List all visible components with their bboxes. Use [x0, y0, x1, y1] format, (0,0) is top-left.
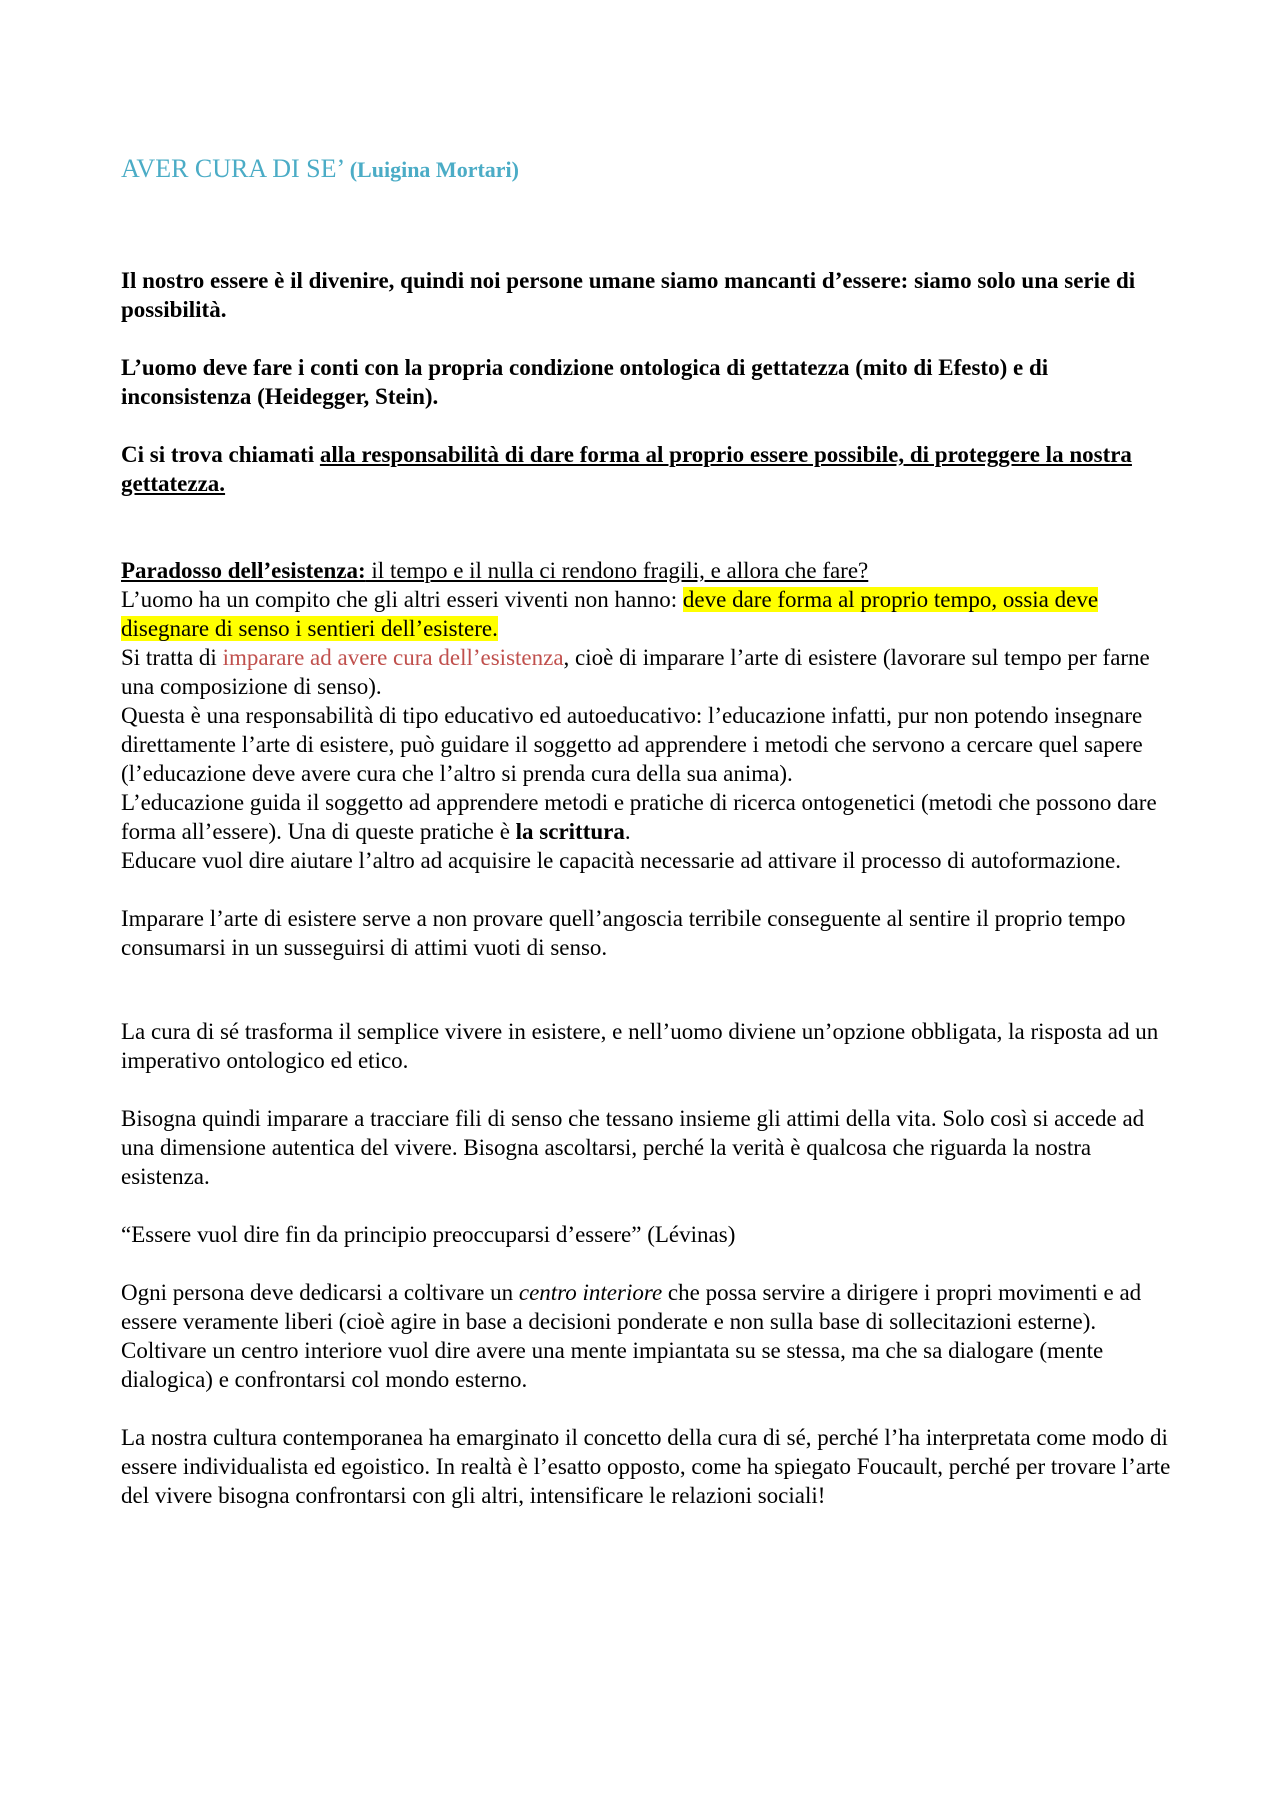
centro-start: Ogni persona deve dedicarsi a coltivare un	[121, 1280, 519, 1305]
cultura-paragraph: La nostra cultura contemporanea ha emarginato il concetto della cura di sé, perché l’ha interpretata come modo di essere individualista ed egoistico. In realtà è l’esatto opposto, come ha spiegato Foucault, perché per trovare l’arte del vivere bisogna confrontarsi con gli altri, intensificare le relazioni sociali!	[121, 1425, 1171, 1508]
paradosso-highlight: deve dare forma al proprio tempo, ossia deve disegnare di senso i sentieri dell’esistere.	[121, 587, 1099, 641]
paradosso-line3-end: , cioè di imparare l’arte di esistere (lavorare sul tempo per farne una composizione di senso).	[121, 645, 1150, 699]
intro-paragraph-3	[121, 440, 1171, 498]
paradosso-line-1	[121, 556, 1171, 585]
fili-paragraph: Bisogna quindi imparare a tracciare fili di senso che tessano insieme gli attimi della vita. Solo così si accede ad una dimensione autentica del vivere. Bisogna ascoltarsi, perché la verità è qualcosa che riguarda la nostra esistenza.	[121, 1106, 1145, 1189]
paradosso-line-2	[121, 585, 1171, 643]
centro-italic: centro interiore	[518, 1280, 663, 1305]
arte-paragraph: Imparare l’arte di esistere serve a non provare quell’angoscia terribile conseguente al sentire il proprio tempo consumarsi in un susseguirsi di attimi vuoti di senso.	[121, 906, 1126, 960]
paradosso-line2-start: L’uomo ha un compito che gli altri esseri viventi non hanno:	[121, 587, 683, 612]
intro-paragraph-1: Il nostro essere è il divenire, quindi noi persone umane siamo mancanti d’essere: siamo solo una serie di possibilità.	[121, 268, 1136, 322]
paradosso-line-4: Questa è una responsabilità di tipo educativo ed autoeducativo: l’educazione infatti, pur non potendo insegnare direttamente l’arte di esistere, può guidare il soggetto ad apprendere i metodi che servono a cercare quel sapere (l’educazione deve avere cura che l’altro si prenda cura della sua anima).	[121, 703, 1143, 786]
intro-p3-underlined: alla responsabilità di dare forma al proprio essere possibile, di proteggere la nostra gettatezza.	[121, 442, 1132, 496]
document-body	[121, 152, 1171, 1510]
centro-paragraph-2: Coltivare un centro interiore vuol dire avere una mente impiantata su se stessa, ma che sa dialogare (mente dialogica) e confrontarsi col mondo esterno.	[121, 1338, 1104, 1392]
paradosso-line3-start: Si tratta di	[121, 645, 223, 670]
paradosso-label-rest: il tempo e il nulla ci rendono fragili, e allora che fare?	[365, 558, 869, 583]
paradosso-line-6: Educare vuol dire aiutare l’altro ad acquisire le capacità necessarie ad attivare il processo di autoformazione.	[121, 848, 1122, 873]
title-author: (Luigina Mortari)	[349, 157, 519, 182]
paradosso-line5-start: L’educazione guida il soggetto ad apprendere metodi e pratiche di ricerca ontogenetici (metodi che possono dare forma all’essere). Una di queste pratiche è	[121, 790, 1157, 844]
document-title	[121, 152, 1171, 187]
centro-end: che possa servire a dirigere i propri movimenti e ad essere veramente liberi (cioè agire in base a decisioni ponderate e non sulla base di sollecitazioni esterne).	[121, 1280, 1142, 1334]
levinas-quote: “Essere vuol dire fin da principio preoccuparsi d’essere” (Lévinas)	[121, 1222, 736, 1247]
paradosso-red-text: imparare ad avere cura dell’esistenza	[222, 645, 564, 670]
centro-paragraph	[121, 1278, 1171, 1336]
paradosso-label: Paradosso dell’esistenza:	[121, 558, 366, 583]
paradosso-line-5	[121, 788, 1171, 846]
cura-paragraph: La cura di sé trasforma il semplice vivere in esistere, e nell’uomo diviene un’opzione obbligata, la risposta ad un imperativo ontologico ed etico.	[121, 1019, 1159, 1073]
paradosso-scrittura: la scrittura	[515, 819, 625, 844]
paradosso-line5-end: .	[624, 819, 631, 844]
intro-p3-start: Ci si trova chiamati	[121, 442, 320, 467]
paradosso-line-3	[121, 643, 1171, 701]
title-main: AVER CURA DI SE’	[121, 154, 344, 183]
intro-paragraph-2: L’uomo deve fare i conti con la propria condizione ontologica di gettatezza (mito di Efesto) e di inconsistenza (Heidegger, Stein).	[121, 355, 1049, 409]
